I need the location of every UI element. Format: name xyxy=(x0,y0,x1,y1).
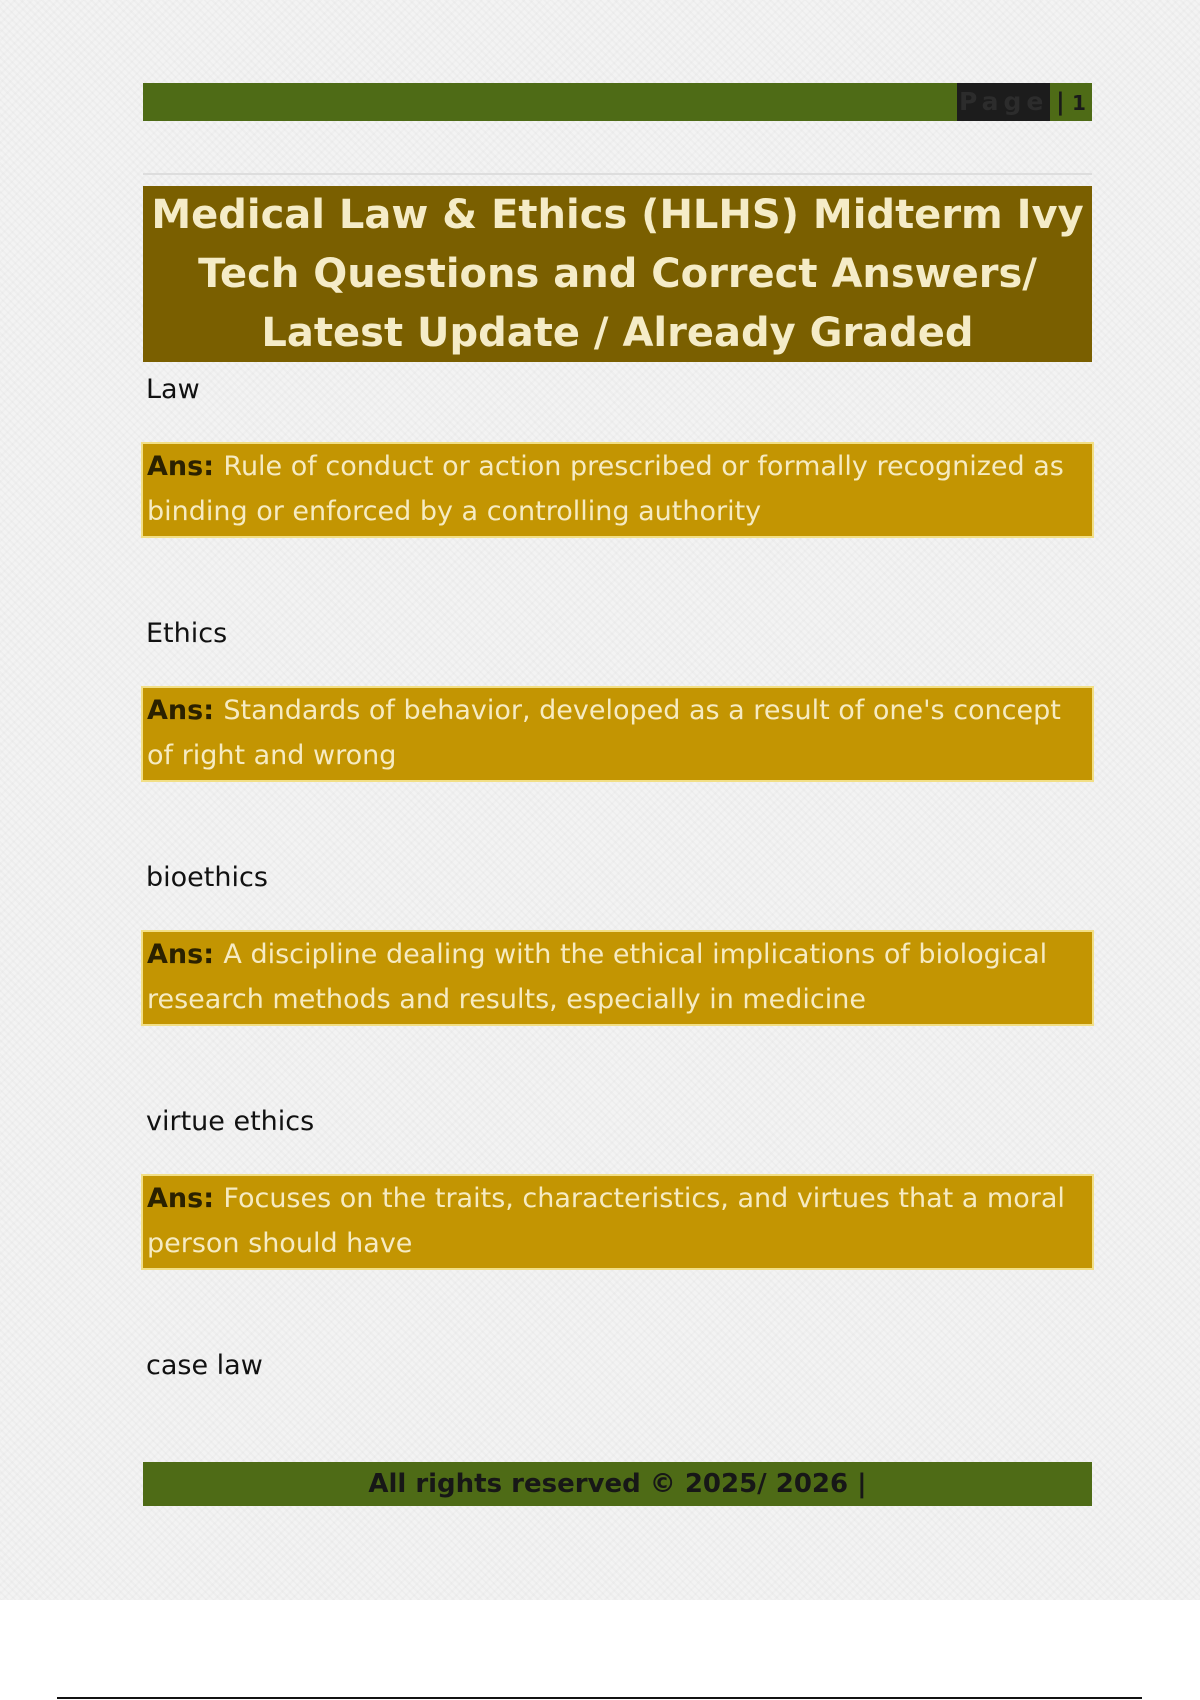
question-virtue-ethics: virtue ethics xyxy=(146,1106,315,1137)
ans-label: Ans: xyxy=(147,451,224,482)
answer-box-bioethics xyxy=(143,932,1092,1024)
question-case-law: case law xyxy=(146,1350,263,1381)
page-label: Page xyxy=(957,83,1050,121)
ans-label: Ans: xyxy=(147,695,224,726)
question-ethics: Ethics xyxy=(146,618,228,649)
answer-text: Rule of conduct or action prescribed or formally recognized as binding or enforced by a controlling authority xyxy=(147,451,1064,527)
header-bar xyxy=(143,83,1092,121)
question-bioethics: bioethics xyxy=(146,862,268,893)
page-separator: | xyxy=(1056,88,1065,116)
answer-text: Standards of behavior, developed as a result of one's concept of right and wrong xyxy=(147,695,1061,771)
answer-box-law xyxy=(143,444,1092,536)
question-law: Law xyxy=(146,374,200,405)
answer-box-virtue-ethics xyxy=(143,1176,1092,1268)
page-number: 1 xyxy=(1072,91,1086,115)
header-divider xyxy=(143,173,1092,175)
document-title: Medical Law & Ethics (HLHS) Midterm Ivy Tech Questions and Correct Answers/ Latest Update / Already Graded xyxy=(143,186,1092,362)
bottom-divider xyxy=(57,1697,1142,1699)
answer-text: Focuses on the traits, characteristics, and virtues that a moral person should have xyxy=(147,1183,1065,1259)
footer-copyright: All rights reserved © 2025/ 2026 | xyxy=(143,1462,1092,1506)
ans-label: Ans: xyxy=(147,939,224,970)
answer-box-ethics xyxy=(143,688,1092,780)
ans-label: Ans: xyxy=(147,1183,224,1214)
answer-text: A discipline dealing with the ethical implications of biological research methods and results, especially in medicine xyxy=(147,939,1048,1015)
